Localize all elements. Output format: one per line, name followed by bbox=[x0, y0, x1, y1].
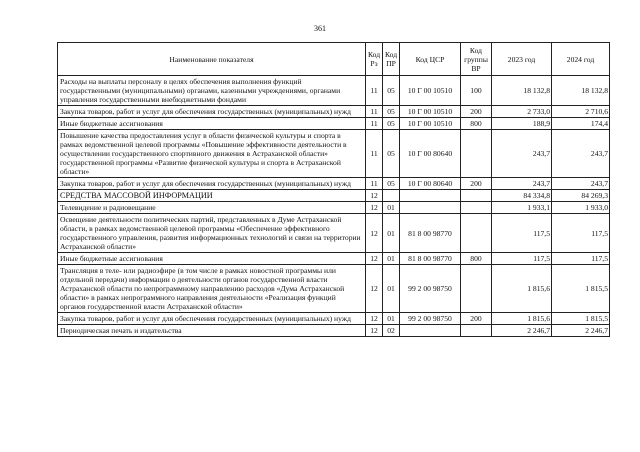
row-csr: 81 8 00 98770 bbox=[400, 214, 461, 253]
row-name: Освещение деятельности политических партий, представленных в Думе Астраханской области, в рамках ведомственной целевой программы «Обеспечение эффективного государственного управления, развития информационных технологий и связи на территории Астраханской области» bbox=[58, 214, 366, 253]
row-2024: 2 246,7 bbox=[552, 325, 610, 337]
row-csr: 99 2 00 98750 bbox=[400, 265, 461, 313]
row-2023: 18 132,8 bbox=[492, 76, 552, 106]
row-pr: 05 bbox=[383, 130, 400, 178]
row-name: Закупка товаров, работ и услуг для обеспечения государственных (муниципальных) нужд bbox=[58, 313, 366, 325]
row-csr: 81 8 00 98770 bbox=[400, 253, 461, 265]
row-vr: 200 bbox=[461, 106, 492, 118]
table-row bbox=[58, 178, 610, 190]
header-2024: 2024 год bbox=[552, 43, 610, 76]
header-vr: Код группы ВР bbox=[461, 43, 492, 76]
table-row bbox=[58, 265, 610, 313]
row-2023: 1 933,1 bbox=[492, 202, 552, 214]
row-vr bbox=[461, 265, 492, 313]
row-2024: 243,7 bbox=[552, 130, 610, 178]
row-name: Иные бюджетные ассигнования bbox=[58, 118, 366, 130]
row-csr bbox=[400, 190, 461, 202]
row-rz: 11 bbox=[366, 118, 383, 130]
budget-table bbox=[57, 42, 610, 337]
row-csr: 10 Г 00 80640 bbox=[400, 130, 461, 178]
row-csr: 10 Г 00 10510 bbox=[400, 76, 461, 106]
row-rz: 11 bbox=[366, 106, 383, 118]
row-pr: 05 bbox=[383, 118, 400, 130]
row-2023: 188,9 bbox=[492, 118, 552, 130]
row-pr: 01 bbox=[383, 202, 400, 214]
row-vr bbox=[461, 190, 492, 202]
row-name: СРЕДСТВА МАССОВОЙ ИНФОРМАЦИИ bbox=[58, 190, 366, 202]
table-row bbox=[58, 106, 610, 118]
row-vr bbox=[461, 202, 492, 214]
row-rz: 12 bbox=[366, 253, 383, 265]
row-2023: 84 334,8 bbox=[492, 190, 552, 202]
row-2024: 2 710,6 bbox=[552, 106, 610, 118]
row-2024: 117,5 bbox=[552, 253, 610, 265]
row-name: Трансляция в теле- или радиоэфире (в том числе в рамках новостной программы или отдельной передачи) информации о деятельности органов государственной власти Астраханской области по непрограммному направлению расходов «Дума Астраханской области» в рамках непрограммного направления деятельности «Реализация функций органов государственной власти Астраханской области» bbox=[58, 265, 366, 313]
row-2024: 117,5 bbox=[552, 214, 610, 253]
header-rz: Код Рз bbox=[366, 43, 383, 76]
row-rz: 12 bbox=[366, 325, 383, 337]
table-row bbox=[58, 214, 610, 253]
row-pr: 01 bbox=[383, 265, 400, 313]
table-row bbox=[58, 253, 610, 265]
row-vr: 800 bbox=[461, 118, 492, 130]
row-2023: 117,5 bbox=[492, 214, 552, 253]
table-row bbox=[58, 130, 610, 178]
row-rz: 11 bbox=[366, 178, 383, 190]
row-rz: 12 bbox=[366, 202, 383, 214]
row-rz: 12 bbox=[366, 313, 383, 325]
row-vr: 200 bbox=[461, 178, 492, 190]
row-vr: 200 bbox=[461, 313, 492, 325]
row-csr: 10 Г 00 80640 bbox=[400, 178, 461, 190]
row-2024: 243,7 bbox=[552, 178, 610, 190]
row-2024: 18 132,8 bbox=[552, 76, 610, 106]
header-2023: 2023 год bbox=[492, 43, 552, 76]
row-pr bbox=[383, 190, 400, 202]
table-row bbox=[58, 202, 610, 214]
section-row bbox=[58, 190, 610, 202]
row-pr: 05 bbox=[383, 76, 400, 106]
row-vr: 100 bbox=[461, 76, 492, 106]
row-name: Повышение качества предоставления услуг в области физической культуры и спорта в рамках ведомственной целевой программы «Повышение эффективности деятельности в осуществлении государственного спортивного движения в Астраханской области» государственной программы «Развитие физической культуры и спорта в Астраханской области» bbox=[58, 130, 366, 178]
row-name: Периодическая печать и издательства bbox=[58, 325, 366, 337]
row-pr: 05 bbox=[383, 106, 400, 118]
row-rz: 11 bbox=[366, 130, 383, 178]
row-csr bbox=[400, 325, 461, 337]
row-csr: 99 2 00 98750 bbox=[400, 313, 461, 325]
row-csr: 10 Г 00 10510 bbox=[400, 106, 461, 118]
row-2023: 243,7 bbox=[492, 130, 552, 178]
table-row bbox=[58, 325, 610, 337]
row-2024: 174,4 bbox=[552, 118, 610, 130]
table-header-row bbox=[58, 43, 610, 76]
row-pr: 05 bbox=[383, 178, 400, 190]
row-rz: 12 bbox=[366, 265, 383, 313]
row-vr bbox=[461, 214, 492, 253]
row-2024: 84 269,3 bbox=[552, 190, 610, 202]
row-name: Телевидение и радиовещание bbox=[58, 202, 366, 214]
row-2023: 2 733,0 bbox=[492, 106, 552, 118]
row-pr: 01 bbox=[383, 313, 400, 325]
page-number: 361 bbox=[314, 24, 326, 33]
row-2023: 117,5 bbox=[492, 253, 552, 265]
row-vr: 800 bbox=[461, 253, 492, 265]
header-name: Наименование показателя bbox=[58, 43, 366, 76]
row-vr bbox=[461, 325, 492, 337]
row-vr bbox=[461, 130, 492, 178]
table-row bbox=[58, 313, 610, 325]
table-row bbox=[58, 76, 610, 106]
row-name: Закупка товаров, работ и услуг для обеспечения государственных (муниципальных) нужд bbox=[58, 106, 366, 118]
header-csr: Код ЦСР bbox=[400, 43, 461, 76]
row-2023: 243,7 bbox=[492, 178, 552, 190]
row-pr: 01 bbox=[383, 214, 400, 253]
row-name: Иные бюджетные ассигнования bbox=[58, 253, 366, 265]
row-pr: 02 bbox=[383, 325, 400, 337]
table-row bbox=[58, 118, 610, 130]
row-2024: 1 815,5 bbox=[552, 313, 610, 325]
table-body bbox=[58, 76, 610, 337]
row-2024: 1 815,5 bbox=[552, 265, 610, 313]
row-rz: 12 bbox=[366, 214, 383, 253]
row-csr: 10 Г 00 10510 bbox=[400, 118, 461, 130]
row-rz: 12 bbox=[366, 190, 383, 202]
row-csr bbox=[400, 202, 461, 214]
row-2023: 2 246,7 bbox=[492, 325, 552, 337]
row-2023: 1 815,6 bbox=[492, 313, 552, 325]
row-pr: 01 bbox=[383, 253, 400, 265]
row-rz: 11 bbox=[366, 76, 383, 106]
row-2023: 1 815,6 bbox=[492, 265, 552, 313]
header-pr: Код ПР bbox=[383, 43, 400, 76]
row-name: Расходы на выплаты персоналу в целях обеспечения выполнения функций государственными (муниципальными) органами, казенными учреждениями, органами управления государственными внебюджетными фондами bbox=[58, 76, 366, 106]
row-2024: 1 933,0 bbox=[552, 202, 610, 214]
row-name: Закупка товаров, работ и услуг для обеспечения государственных (муниципальных) нужд bbox=[58, 178, 366, 190]
